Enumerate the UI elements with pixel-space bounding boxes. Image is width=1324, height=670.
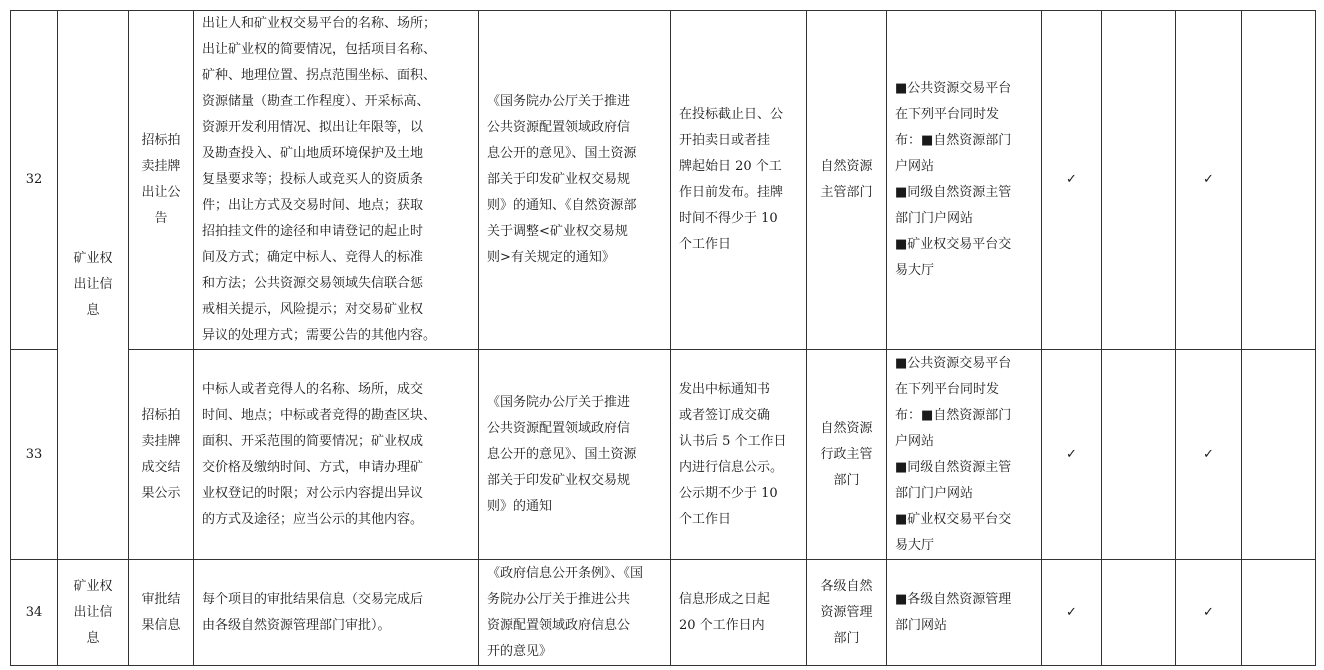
check-mark: ✓ bbox=[1176, 560, 1242, 666]
channel-cell: ■各级自然资源管理 部门网站 bbox=[887, 560, 1042, 666]
channel-cell: ■公共资源交易平台 在下列平台同时发 布：■自然资源部门 户网站 ■同级自然资源主管 部门门户网站 ■矿业权交易平台交 易大厅 bbox=[887, 350, 1042, 560]
check-mark: ✓ bbox=[1042, 11, 1102, 350]
empty-cell bbox=[1102, 350, 1176, 560]
table-row bbox=[11, 560, 1316, 666]
item-cell: 招标拍 卖挂牌 成交结 果公示 bbox=[129, 350, 194, 560]
deadline-cell: 在投标截止日、公 开拍卖日或者挂 牌起始日 20 个工 作日前发布。挂牌 时间不得少于 10 个工作日 bbox=[671, 11, 807, 350]
category-cell: 矿业权 出让信 息 bbox=[58, 11, 129, 560]
department-cell: 各级自然 资源管理 部门 bbox=[807, 560, 887, 666]
item-cell: 审批结 果信息 bbox=[129, 560, 194, 666]
row-number: 32 bbox=[11, 11, 58, 350]
disclosure-table bbox=[10, 10, 1316, 666]
department-cell: 自然资源 行政主管 部门 bbox=[807, 350, 887, 560]
department-cell: 自然资源 主管部门 bbox=[807, 11, 887, 350]
row-number: 34 bbox=[11, 560, 58, 666]
category-cell: 矿业权 出让信 息 bbox=[58, 560, 129, 666]
check-mark: ✓ bbox=[1176, 11, 1242, 350]
basis-cell: 《国务院办公厅关于推进 公共资源配置领域政府信 息公开的意见》、国土资源 部关于印发矿业权交易规 则》的通知、《自然资源部 关于调整<矿业权交易规 则>有关规定的通知》 bbox=[479, 11, 671, 350]
table-row bbox=[11, 11, 1316, 350]
channel-cell: ■公共资源交易平台 在下列平台同时发 布：■自然资源部门 户网站 ■同级自然资源主管 部门门户网站 ■矿业权交易平台交 易大厅 bbox=[887, 11, 1042, 350]
deadline-cell: 发出中标通知书 或者签订成交确 认书后 5 个工作日 内进行信息公示。 公示期不少于 10 个工作日 bbox=[671, 350, 807, 560]
empty-cell bbox=[1242, 11, 1316, 350]
content-cell: 中标人或者竞得人的名称、场所，成交 时间、地点；中标或者竞得的勘查区块、 面积、开采范围的简要情况；矿业权成 交价格及缴纳时间、方式，申请办理矿 业权登记的时限；对公示内容提出异议 的方式及途径；应当公示的其他内容。 bbox=[194, 350, 479, 560]
check-mark: ✓ bbox=[1176, 350, 1242, 560]
empty-cell bbox=[1102, 560, 1176, 666]
check-mark: ✓ bbox=[1042, 350, 1102, 560]
basis-cell: 《国务院办公厅关于推进 公共资源配置领域政府信 息公开的意见》、国土资源 部关于印发矿业权交易规 则》的通知 bbox=[479, 350, 671, 560]
deadline-cell: 信息形成之日起 20 个工作日内 bbox=[671, 560, 807, 666]
table-row bbox=[11, 350, 1316, 560]
content-cell: 出让人和矿业权交易平台的名称、场所； 出让矿业权的简要情况，包括项目名称、 矿种、地理位置、拐点范围坐标、面积、 资源储量（勘查工作程度）、开采标高、 资源开发利用情况、拟出让年限等，以 及勘查投入、矿山地质环境保护及土地 复垦要求等；投标人或竞买人的资质条 件；出让方式及交易时间、地点；获取 招拍挂文件的途径和申请登记的起止时 间及方式；确定中标人、竞得人的标准 和方法；公共资源交易领域失信联合惩 戒相关提示，风险提示；对交易矿业权 异议的处理方式；需要公告的其他内容。 bbox=[194, 11, 479, 350]
item-cell: 招标拍 卖挂牌 出让公 告 bbox=[129, 11, 194, 350]
check-mark: ✓ bbox=[1042, 560, 1102, 666]
content-cell: 每个项目的审批结果信息（交易完成后 由各级自然资源管理部门审批）。 bbox=[194, 560, 479, 666]
row-number: 33 bbox=[11, 350, 58, 560]
basis-cell: 《政府信息公开条例》、《国 务院办公厅关于推进公共 资源配置领域政府信息公 开的意见》 bbox=[479, 560, 671, 666]
empty-cell bbox=[1102, 11, 1176, 350]
empty-cell bbox=[1242, 350, 1316, 560]
empty-cell bbox=[1242, 560, 1316, 666]
